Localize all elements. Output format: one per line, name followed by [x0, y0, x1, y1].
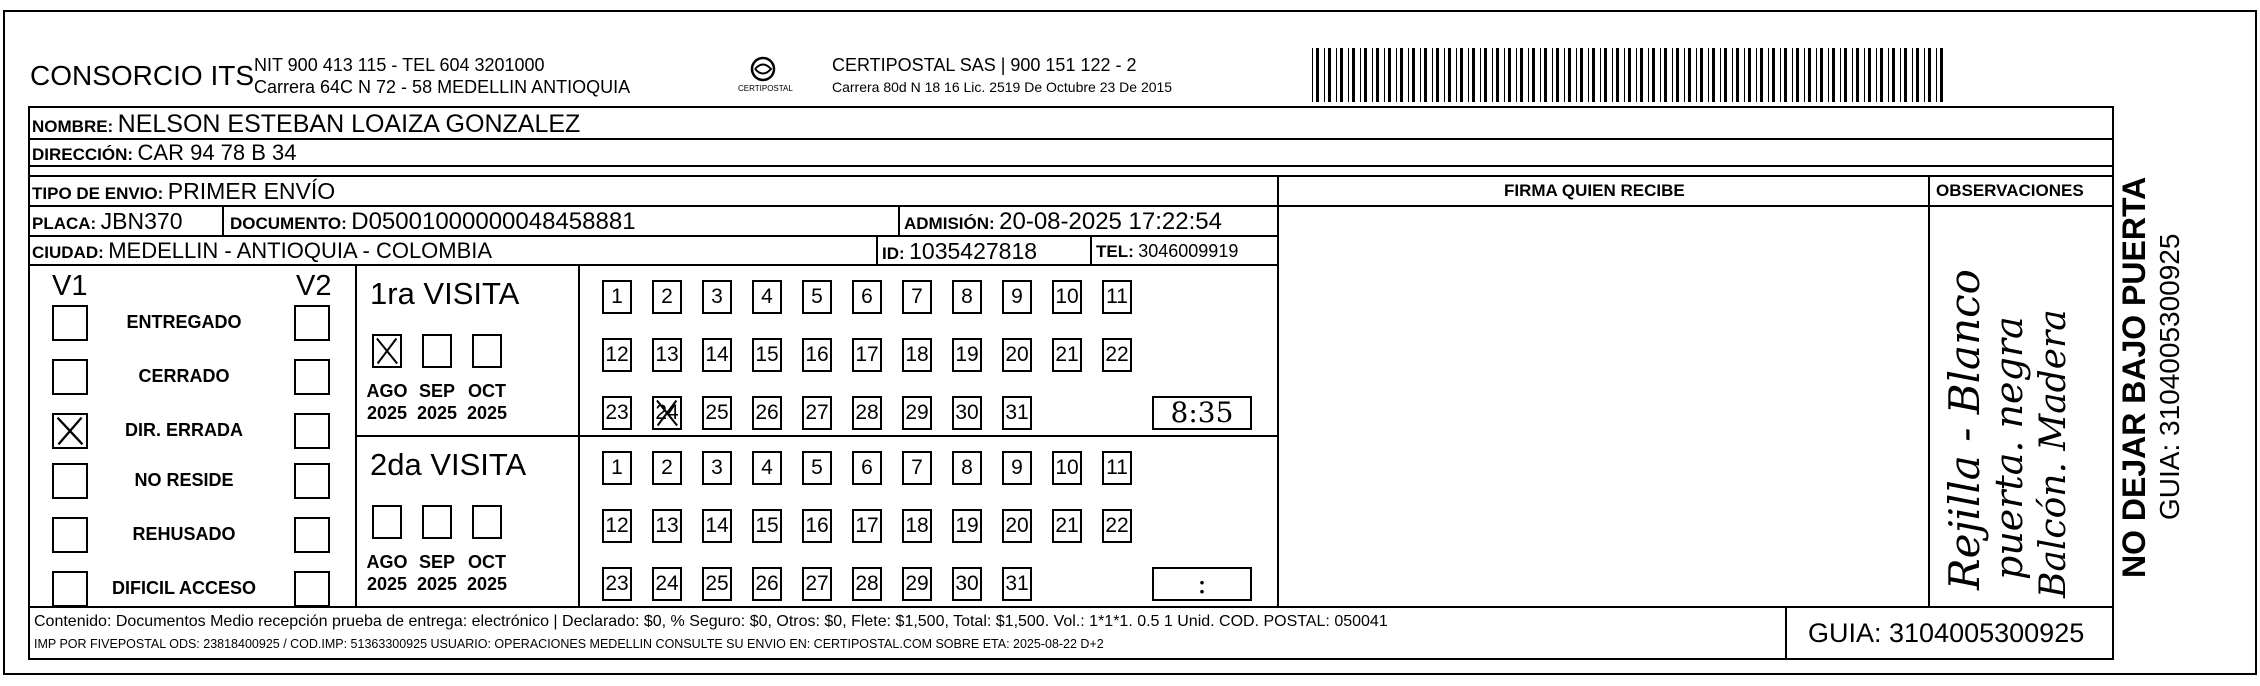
day-box[interactable]: 12 [602, 338, 632, 372]
day-box[interactable]: 23 [602, 396, 632, 430]
day-box[interactable]: 24 [652, 567, 682, 601]
admision-label: ADMISIÓN: [904, 214, 995, 233]
ciudad-value: MEDELLIN - ANTIOQUIA - COLOMBIA [108, 238, 493, 263]
day-box[interactable]: 20 [1002, 338, 1032, 372]
v2-checkbox[interactable] [294, 517, 330, 553]
direccion-label: DIRECCIÓN: [32, 145, 134, 164]
guia-vertical: GUIA: 3104005300925 [2154, 233, 2185, 520]
day-box[interactable]: 9 [1002, 280, 1032, 314]
company-name: CONSORCIO ITS [30, 60, 255, 91]
firma-header: FIRMA QUIEN RECIBE [1504, 181, 1685, 200]
day-box[interactable]: 24 [652, 396, 682, 430]
v1-checkbox[interactable] [52, 463, 88, 499]
nombre-value: NELSON ESTEBAN LOAIZA GONZALEZ [117, 110, 581, 138]
time-box[interactable]: 8:35 [1152, 396, 1252, 430]
logo-text: CERTIPOSTAL [738, 84, 793, 93]
day-box[interactable]: 3 [702, 280, 732, 314]
v1-checkbox[interactable] [52, 571, 88, 607]
month-checkbox[interactable] [472, 505, 502, 539]
day-box[interactable]: 23 [602, 567, 632, 601]
tipo-label: TIPO DE ENVIO: [32, 184, 164, 203]
certipostal-line: CERTIPOSTAL SAS | 900 151 122 - 2 [832, 55, 1137, 75]
id-field [882, 240, 1037, 263]
day-box[interactable]: 30 [952, 567, 982, 601]
certipostal-logo [728, 55, 798, 97]
month-label: SEP [418, 552, 456, 572]
month-label: SEP [418, 381, 456, 401]
day-box[interactable]: 25 [702, 396, 732, 430]
v2-checkbox[interactable] [294, 413, 330, 449]
day-box[interactable]: 18 [902, 509, 932, 543]
tipo-field [32, 180, 335, 203]
v2-label: V2 [296, 270, 332, 302]
x-mark-icon [54, 415, 86, 447]
day-box[interactable]: 4 [752, 451, 782, 485]
visit-title: 2da VISITA [370, 447, 527, 482]
v2-checkbox[interactable] [294, 463, 330, 499]
v2-checkbox[interactable] [294, 359, 330, 395]
visit-title: 1ra VISITA [370, 276, 520, 311]
x-mark-icon [374, 336, 400, 366]
observaciones-header: OBSERVACIONES [1936, 181, 2084, 200]
nombre-label: NOMBRE: [32, 117, 114, 136]
day-box[interactable]: 11 [1102, 451, 1132, 485]
day-box[interactable]: 16 [802, 338, 832, 372]
footer-line-2: IMP POR FIVEPOSTAL ODS: 23818400925 / COD.IMP: 51363300925 USUARIO: OPERACIONES MEDELLIN CONSULTE SU ENVIO EN: CERTIPOSTAL.COM SOBRE ETA: 2025-08-22 D+2 [34, 637, 1104, 651]
day-box[interactable]: 26 [752, 396, 782, 430]
id-value: 1035427818 [909, 238, 1038, 264]
day-box[interactable]: 17 [852, 509, 882, 543]
day-box[interactable]: 31 [1002, 567, 1032, 601]
day-box[interactable]: 31 [1002, 396, 1032, 430]
handwritten-note-3: Balcón. Madera [2033, 309, 2074, 598]
day-box[interactable]: 6 [852, 451, 882, 485]
ciudad-field [32, 240, 492, 262]
day-box[interactable]: 8 [952, 280, 982, 314]
day-box[interactable]: 15 [752, 338, 782, 372]
direccion-field [32, 142, 297, 164]
admision-field [904, 210, 1222, 234]
tipo-value: PRIMER ENVÍO [167, 178, 336, 204]
month-checkbox[interactable] [372, 334, 402, 368]
day-box[interactable]: 3 [702, 451, 732, 485]
tel-field [1096, 242, 1238, 261]
day-box[interactable]: 27 [802, 396, 832, 430]
day-box[interactable]: 18 [902, 338, 932, 372]
day-box[interactable]: 8 [952, 451, 982, 485]
direccion-value: CAR 94 78 B 34 [137, 140, 297, 165]
barcode [1312, 48, 1952, 102]
month-checkbox[interactable] [372, 505, 402, 539]
handwritten-note-1: Rejilla - Blanco [1940, 269, 1989, 590]
day-box[interactable]: 2 [652, 451, 682, 485]
address-line: Carrera 64C N 72 - 58 MEDELLIN ANTIOQUIA [254, 77, 631, 97]
day-box[interactable]: 15 [752, 509, 782, 543]
no-dejar-vertical: NO DEJAR BAJO PUERTA [2116, 176, 2152, 578]
id-label: ID: [882, 244, 905, 263]
month-checkbox[interactable] [472, 334, 502, 368]
day-box[interactable]: 28 [852, 396, 882, 430]
day-box[interactable]: 26 [752, 567, 782, 601]
form-frame [28, 106, 2114, 660]
time-box[interactable]: : [1152, 567, 1252, 601]
day-box[interactable]: 4 [752, 280, 782, 314]
year-label: 2025 [366, 403, 408, 423]
documento-field [230, 210, 636, 234]
day-box[interactable]: 13 [652, 509, 682, 543]
month-checkbox[interactable] [422, 505, 452, 539]
status-option-label: CERRADO [138, 366, 230, 386]
placa-field [32, 210, 183, 233]
day-box[interactable]: 1 [602, 451, 632, 485]
day-box[interactable]: 10 [1052, 280, 1082, 314]
day-box[interactable]: 16 [802, 509, 832, 543]
day-box[interactable]: 28 [852, 567, 882, 601]
year-label: 2025 [416, 403, 458, 423]
day-box[interactable]: 21 [1052, 509, 1082, 543]
day-box[interactable]: 7 [902, 280, 932, 314]
admision-value: 20-08-2025 17:22:54 [999, 208, 1222, 235]
v1-checkbox[interactable] [52, 305, 88, 341]
ciudad-label: CIUDAD: [32, 243, 104, 262]
month-label: OCT [468, 381, 506, 401]
v1-label: V1 [52, 270, 88, 302]
documento-label: DOCUMENTO: [230, 214, 347, 233]
v2-checkbox[interactable] [294, 305, 330, 341]
documento-value: D05001000000048458881 [351, 208, 636, 235]
day-box[interactable]: 27 [802, 567, 832, 601]
day-box[interactable]: 29 [902, 396, 932, 430]
status-option-label: NO RESIDE [134, 470, 234, 490]
placa-label: PLACA: [32, 214, 97, 233]
x-mark-icon [654, 398, 680, 428]
day-box[interactable]: 12 [602, 509, 632, 543]
handwritten-note-2: puerta. negra [1987, 316, 2031, 580]
month-checkbox[interactable] [422, 334, 452, 368]
year-label: 2025 [416, 574, 458, 594]
license-line: Carrera 80d N 18 16 Lic. 2519 De Octubre 23 De 2015 [832, 79, 1173, 95]
day-box[interactable]: 22 [1102, 509, 1132, 543]
day-box[interactable]: 21 [1052, 338, 1082, 372]
year-label: 2025 [366, 574, 408, 594]
v1-checkbox[interactable] [52, 359, 88, 395]
day-box[interactable]: 17 [852, 338, 882, 372]
day-box[interactable]: 25 [702, 567, 732, 601]
day-box[interactable]: 22 [1102, 338, 1132, 372]
day-box[interactable]: 1 [602, 280, 632, 314]
day-box[interactable]: 20 [1002, 509, 1032, 543]
footer-line-1: Contenido: Documentos Medio recepción prueba de entrega: electrónico | Declarado: $0, % Seguro: $0, Otros: $0, Flete: $1,500, Total: $1,500. Vol.: 1*1*1. 0.5 1 Unid. COD. POSTAL: 050041 [34, 613, 1388, 630]
day-box[interactable]: 19 [952, 338, 982, 372]
day-box[interactable]: 5 [802, 280, 832, 314]
status-option-label: ENTREGADO [126, 312, 242, 332]
day-box[interactable]: 30 [952, 396, 982, 430]
day-box[interactable]: 7 [902, 451, 932, 485]
day-box[interactable]: 14 [702, 509, 732, 543]
day-box[interactable]: 13 [652, 338, 682, 372]
day-box[interactable]: 9 [1002, 451, 1032, 485]
footer-guia: GUIA: 3104005300925 [1808, 618, 2085, 648]
day-box[interactable]: 2 [652, 280, 682, 314]
placa-value: JBN370 [100, 208, 183, 234]
status-option-label: DIFICIL ACCESO [111, 578, 256, 598]
day-box[interactable]: 11 [1102, 280, 1132, 314]
month-label: OCT [468, 552, 506, 572]
day-box[interactable]: 10 [1052, 451, 1082, 485]
tel-value: 3046009919 [1138, 241, 1239, 261]
tel-label: TEL: [1096, 242, 1134, 261]
month-label: AGO [366, 381, 408, 401]
day-box[interactable]: 29 [902, 567, 932, 601]
year-label: 2025 [466, 403, 508, 423]
nombre-field [32, 112, 580, 137]
v1-checkbox[interactable] [52, 413, 88, 449]
v2-checkbox[interactable] [294, 571, 330, 607]
v1-checkbox[interactable] [52, 517, 88, 553]
status-option-label: REHUSADO [132, 524, 236, 544]
year-label: 2025 [466, 574, 508, 594]
day-box[interactable]: 14 [702, 338, 732, 372]
nit-line: NIT 900 413 115 - TEL 604 3201000 [254, 55, 545, 75]
day-box[interactable]: 6 [852, 280, 882, 314]
day-box[interactable]: 19 [952, 509, 982, 543]
day-box[interactable]: 5 [802, 451, 832, 485]
status-option-label: DIR. ERRADA [124, 420, 243, 440]
month-label: AGO [366, 552, 408, 572]
